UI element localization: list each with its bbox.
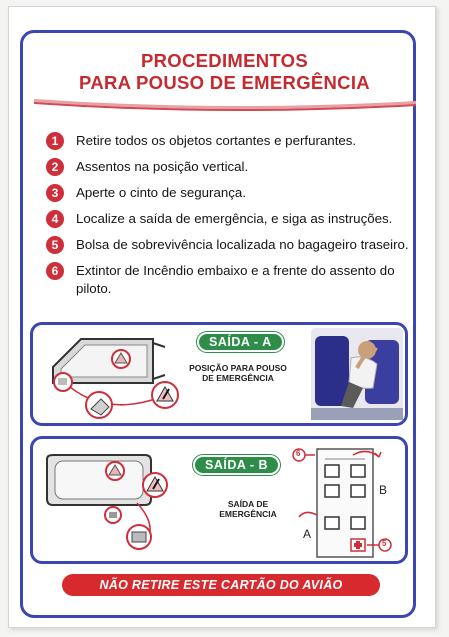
- decorative-swoosh: [34, 96, 416, 112]
- exit-b-window-diagram: [41, 441, 196, 563]
- list-item: [46, 236, 416, 254]
- exit-b-panel: [30, 436, 408, 564]
- step-number-4: 4: [46, 210, 64, 228]
- step-number-2: 2: [46, 158, 64, 176]
- step-number-3: 3: [46, 184, 64, 202]
- exit-b-caption-line-1: SAÍDA DE: [227, 499, 269, 509]
- step-number-6: 6: [46, 262, 64, 280]
- exit-a-caption-line-1: POSIÇÃO PARA POUSO: [189, 363, 287, 373]
- step-text-6: Extintor de Incêndio embaixo e a frente do assento do piloto.: [76, 263, 395, 296]
- exit-b-caption-line-2: EMERGÊNCIA: [219, 509, 277, 519]
- exit-a-panel: [30, 322, 408, 426]
- exit-b-caption: [203, 499, 293, 519]
- list-item: [46, 158, 416, 176]
- list-item: [46, 132, 416, 150]
- title-line-1: PROCEDIMENTOS: [141, 50, 308, 71]
- step-number-5: 5: [46, 236, 64, 254]
- cabin-layout-diagram: [295, 441, 405, 563]
- list-item: [46, 262, 416, 298]
- exit-a-badge: SAÍDA - A: [197, 332, 284, 352]
- exit-b-door-label: B: [379, 483, 388, 497]
- marker-6-label: 6: [296, 449, 301, 458]
- footer-warning: NÃO RETIRE ESTE CARTÃO DO AVIÃO: [62, 574, 380, 596]
- brace-position-photo: [311, 328, 403, 420]
- step-text-4: Localize a saída de emergência, e siga as instruções.: [76, 211, 393, 226]
- step-text-1: Retire todos os objetos cortantes e perfurantes.: [76, 133, 357, 148]
- list-item: [46, 184, 416, 202]
- card-title: [0, 50, 449, 94]
- exit-a-caption: [173, 363, 303, 383]
- exit-a-caption-line-2: DE EMERGÊNCIA: [202, 373, 274, 383]
- procedure-list: [46, 132, 416, 306]
- step-number-1: 1: [46, 132, 64, 150]
- exit-a-door-label: A: [303, 527, 312, 541]
- marker-5-label: 5: [382, 539, 387, 548]
- step-text-5: Bolsa de sobrevivência localizada no bagageiro traseiro.: [76, 237, 409, 252]
- exit-a-door-diagram: [41, 327, 191, 425]
- step-text-3: Aperte o cinto de segurança.: [76, 185, 247, 200]
- exit-b-badge: SAÍDA - B: [193, 455, 280, 475]
- list-item: [46, 210, 416, 228]
- step-text-2: Assentos na posição vertical.: [76, 159, 249, 174]
- title-line-2: PARA POUSO DE EMERGÊNCIA: [79, 72, 370, 93]
